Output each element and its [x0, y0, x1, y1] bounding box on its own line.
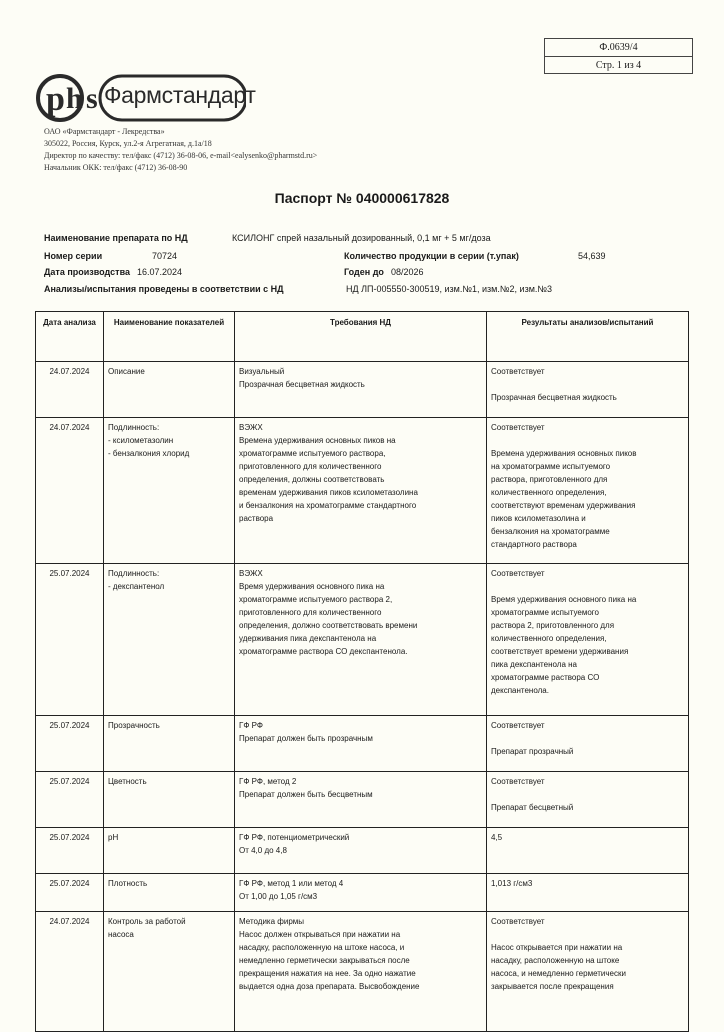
result-status: Соответствует — [491, 721, 545, 730]
production-date-value: 16.07.2024 — [137, 267, 183, 277]
indicator-name-line: - ксилометазолин — [108, 436, 174, 445]
nd-requirement — [235, 418, 487, 564]
result-line: Насос открывается при нажатии на — [491, 943, 623, 952]
result-line: бензалкония на хроматограмме — [491, 527, 610, 536]
analysis-result — [487, 564, 689, 716]
header-requirements: Требования НД — [235, 312, 487, 362]
analysis-result — [487, 828, 689, 874]
nd-requirement-line: ВЭЖХ — [239, 423, 263, 432]
nd-requirement-line: Времена удерживания основных пиков на — [239, 436, 396, 445]
result-line: пиков ксилометазолина и — [491, 514, 586, 523]
table-row — [36, 564, 689, 716]
indicator-name — [104, 418, 235, 564]
drug-value: КСИЛОНГ спрей назальный дозированный, 0,1 мг + 5 мг/доза — [232, 233, 491, 243]
series-value: 70724 — [152, 251, 178, 261]
nd-requirement-line: ГФ РФ — [239, 721, 263, 730]
analysis-result — [487, 362, 689, 418]
indicator-name-line: - декспантенол — [108, 582, 165, 591]
indicator-name-line: Цветность — [108, 777, 147, 786]
expiry-label: Годен до — [344, 267, 384, 277]
nd-requirement-line: приготовленного для количественного — [239, 462, 382, 471]
nd-requirement-line: приготовленного для количественного — [239, 608, 382, 617]
nd-requirement-line: хроматограмме раствора СО декспантенола. — [239, 647, 408, 656]
result-line: раствора 2, приготовленного для — [491, 621, 615, 630]
analysis-result — [487, 418, 689, 564]
quality-director-contacts: Директор по качеству: тел/факс (4712) 36-08-06, e-mail<ealysenko@pharmstd.ru> — [44, 151, 318, 160]
nd-requirement-line: насадку, расположенную на штоке насоса, и — [239, 943, 405, 952]
company-address: 305022, Россия, Курск, ул.2-я Агрегатная, д.1а/18 — [44, 139, 212, 148]
result-status: Соответствует — [491, 367, 545, 376]
analysis-date: 25.07.2024 — [36, 716, 104, 772]
result-line: Препарат бесцветный — [491, 803, 574, 812]
indicator-name — [104, 772, 235, 828]
indicator-name — [104, 716, 235, 772]
indicator-name-line: Контроль за работой — [108, 917, 186, 926]
indicator-name — [104, 564, 235, 716]
nd-requirement — [235, 716, 487, 772]
table-header-row — [36, 312, 689, 362]
nd-requirement — [235, 362, 487, 418]
nd-requirement-line: определения, должны соответствовать — [239, 475, 385, 484]
result-line: хроматограмме раствора СО — [491, 673, 600, 682]
table-row — [36, 772, 689, 828]
analysis-date: 25.07.2024 — [36, 772, 104, 828]
indicator-name-line: Плотность — [108, 879, 148, 888]
indicator-name — [104, 912, 235, 1032]
header-name: Наименование показателей — [104, 312, 235, 362]
company-name: ОАО «Фармстандарт - Лекредства» — [44, 127, 165, 136]
nd-requirement-line: немедленно герметически закрываться после — [239, 956, 410, 965]
logo-text: Фармстандарт — [104, 82, 256, 108]
indicator-name — [104, 828, 235, 874]
indicator-name-line: Прозрачность — [108, 721, 160, 730]
nd-requirement-line: Время удерживания основного пика на — [239, 582, 385, 591]
analysis-table — [35, 311, 689, 1032]
table-row — [36, 362, 689, 418]
quantity-label: Количество продукции в серии (т.упак) — [344, 251, 519, 261]
drug-label: Наименование препарата по НД — [44, 233, 188, 243]
nd-requirement-line: Препарат должен быть бесцветным — [239, 790, 373, 799]
analysis-date: 24.07.2024 — [36, 912, 104, 1032]
nd-requirement — [235, 564, 487, 716]
result-line: на хроматограмме испытуемого — [491, 462, 611, 471]
result-status: Соответствует — [491, 423, 545, 432]
okk-head-contacts: Начальник ОКК: тел/факс (4712) 36-08-90 — [44, 163, 188, 172]
table-row — [36, 874, 689, 912]
result-line: раствора, приготовленного для — [491, 475, 608, 484]
result-status: Соответствует — [491, 777, 545, 786]
nd-requirement-line: временам удерживания пиков ксилометазолина — [239, 488, 418, 497]
analysis-result — [487, 912, 689, 1032]
nd-requirement — [235, 828, 487, 874]
result-status: 4,5 — [491, 833, 503, 842]
nd-requirement-line: Методика фирмы — [239, 917, 305, 926]
nd-requirement-line: хроматограмме испытуемого раствора 2, — [239, 595, 393, 604]
result-spacer — [491, 788, 684, 801]
result-status: Соответствует — [491, 917, 545, 926]
page-counter: Стр. 1 из 4 — [595, 60, 642, 71]
table-row — [36, 716, 689, 772]
nd-requirement-line: Препарат должен быть прозрачным — [239, 734, 373, 743]
result-line: Препарат прозрачный — [491, 747, 574, 756]
nd-requirement-line: и бензалкония на хроматограмме стандартного — [239, 501, 417, 510]
expiry-value: 08/2026 — [391, 267, 424, 277]
header-date: Дата анализа — [36, 312, 104, 362]
svg-text:p: p — [46, 81, 65, 118]
analysis-date: 25.07.2024 — [36, 828, 104, 874]
indicator-name-line: Подлинность: — [108, 423, 160, 432]
result-spacer — [491, 580, 684, 593]
result-line: Прозрачная бесцветная жидкость — [491, 393, 617, 402]
nd-label: Анализы/испытания проведены в соответствии с НД — [44, 284, 284, 294]
result-line: Времена удерживания основных пиков — [491, 449, 637, 458]
quantity-value: 54,639 — [578, 251, 606, 261]
svg-text:s: s — [86, 82, 98, 115]
result-line: соответствуют временам удерживания — [491, 501, 636, 510]
table-row — [36, 828, 689, 874]
result-line: количественного определения, — [491, 634, 607, 643]
analysis-result — [487, 716, 689, 772]
nd-requirement-line: ВЭЖХ — [239, 569, 263, 578]
result-spacer — [491, 928, 684, 941]
nd-requirement-line: определения, должно соответствовать времени — [239, 621, 418, 630]
result-line: соответствует времени удерживания — [491, 647, 629, 656]
result-status: Соответствует — [491, 569, 545, 578]
analysis-date: 24.07.2024 — [36, 362, 104, 418]
nd-requirement-line: ГФ РФ, метод 1 или метод 4 — [239, 879, 344, 888]
analysis-result — [487, 874, 689, 912]
indicator-name — [104, 362, 235, 418]
result-line: Время удерживания основного пика на — [491, 595, 637, 604]
indicator-name-line: насоса — [108, 930, 134, 939]
nd-requirement — [235, 874, 487, 912]
nd-requirement-line: хроматограмме испытуемого раствора, — [239, 449, 386, 458]
result-line: декспантенола. — [491, 686, 549, 695]
nd-requirement-line: От 4,0 до 4,8 — [239, 846, 287, 855]
nd-requirement — [235, 772, 487, 828]
production-date-label: Дата производства — [44, 267, 130, 277]
svg-text:h: h — [66, 82, 83, 115]
result-spacer — [491, 732, 684, 745]
nd-requirement-line: ГФ РФ, метод 2 — [239, 777, 297, 786]
result-line: количественного определения, — [491, 488, 607, 497]
analysis-date: 25.07.2024 — [36, 564, 104, 716]
nd-requirement-line: Визуальный — [239, 367, 285, 376]
nd-requirement-line: Насос должен открываться при нажатии на — [239, 930, 401, 939]
indicator-name-line: Описание — [108, 367, 145, 376]
form-code: Ф.0639/4 — [545, 39, 692, 57]
series-label: Номер серии — [44, 251, 103, 261]
nd-requirement-line: ГФ РФ, потенциометрический — [239, 833, 350, 842]
header-results: Результаты анализов/испытаний — [487, 312, 689, 362]
result-status: 1,013 г/см3 — [491, 879, 533, 888]
result-line: насоса, и немедленно герметически — [491, 969, 626, 978]
result-line: хроматограмме испытуемого — [491, 608, 599, 617]
result-line: пика декспантенола на — [491, 660, 577, 669]
nd-requirement — [235, 912, 487, 1032]
analysis-date: 25.07.2024 — [36, 874, 104, 912]
nd-requirement-line: От 1,00 до 1,05 г/см3 — [239, 892, 318, 901]
result-line: насадку, расположенную на штоке — [491, 956, 620, 965]
table-row — [36, 418, 689, 564]
passport-title: Паспорт № 040000617828 — [274, 190, 450, 206]
nd-requirement-line: Прозрачная бесцветная жидкость — [239, 380, 365, 389]
form-code-box — [544, 38, 693, 74]
indicator-name-line: - бензалкония хлорид — [108, 449, 190, 458]
result-line: стандартного раствора — [491, 540, 577, 549]
indicator-name-line: Подлинность: — [108, 569, 160, 578]
result-line: закрывается после прекращения — [491, 982, 614, 991]
analysis-date: 24.07.2024 — [36, 418, 104, 564]
result-spacer — [491, 378, 684, 391]
nd-requirement-line: выдается одна доза препарата. Высвобождение — [239, 982, 420, 991]
nd-value: НД ЛП-005550-300519, изм.№1, изм.№2, изм.№3 — [346, 284, 553, 294]
nd-requirement-line: удерживания пика декспантенола на — [239, 634, 377, 643]
result-spacer — [491, 434, 684, 447]
indicator-name — [104, 874, 235, 912]
table-row — [36, 912, 689, 1032]
analysis-result — [487, 772, 689, 828]
nd-requirement-line: прекращения нажатия на нее. За одно нажатие — [239, 969, 416, 978]
indicator-name-line: pH — [108, 833, 119, 842]
nd-requirement-line: раствора — [239, 514, 274, 523]
